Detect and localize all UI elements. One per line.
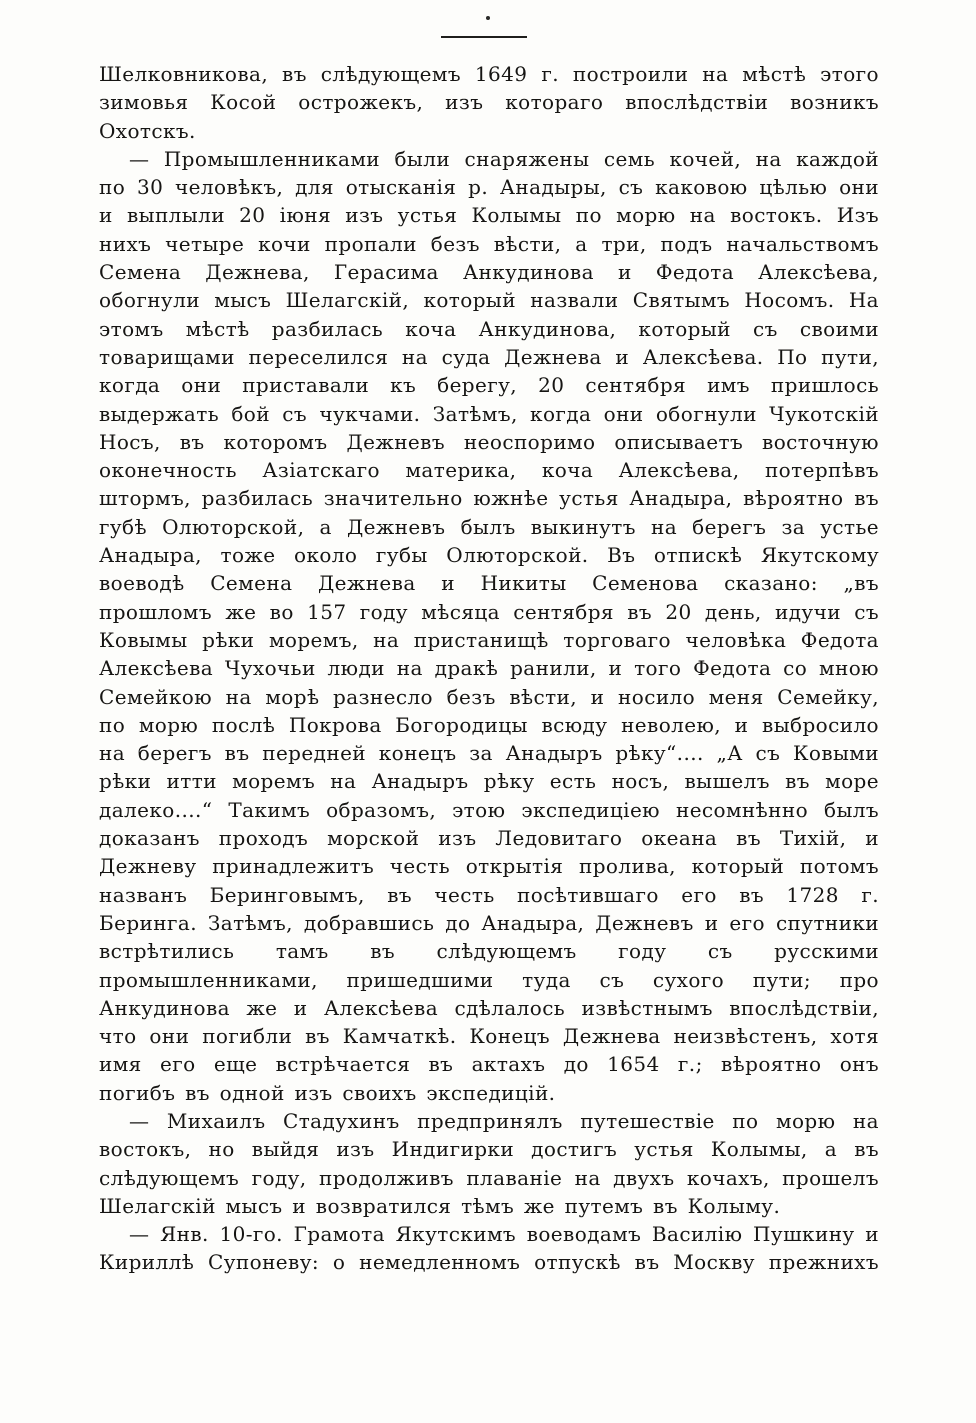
section-break-rule [441,36,527,38]
paragraph-stadukhin-voyage: — Михаилъ Стадухинъ предпринялъ путешествіе по морю на востокъ, но выйдя изъ Индигирки достигъ устья Колымы, а въ слѣдующемъ году, продолживъ плаваніе на двухъ кочахъ, прошелъ Шелагскій мысъ и возвратился тѣмъ же путемъ въ Колыму. [99,1108,879,1218]
page-text-block [99,60,879,1277]
paragraph-gramota-yakutsk: — Янв. 10-го. Грамота Якутскимъ воеводамъ Василію Пушкину и Кириллѣ Супоневу: о немедленномъ отпускѣ въ Москву прежнихъ [99,1222,879,1275]
page-top-dot-ornament [486,16,490,20]
paragraph-okhotsk-founding: Шелковникова, въ слѣдующемъ 1649 г. построили на мѣстѣ этого зимовья Косой острожекъ, изъ котораго впослѣдствіи возникъ Охотскъ. [99,62,879,143]
paragraph-dezhnev-expedition: — Промышленниками были снаряжены семь кочей, на каждой по 30 человѣкъ, для отысканія р. Анадыры, съ каковою цѣлью они и выплыли 20 іюня изъ устья Колымы по морю на востокъ. Изъ нихъ четыре кочи пропали безъ вѣсти, а три, подъ начальствомъ Семена Дежнева, Герасима Анкудинова и Федота Алексѣева, обогнули мысъ Шелагскій, который назвали Святымъ Носомъ. На этомъ мѣстѣ разбилась коча Анкудинова, который съ своими товарищами переселился на суда Дежнева и Алексѣева. По пути, когда они приставали къ берегу, 20 сентября имъ пришлось выдержать бой съ чукчами. Затѣмъ, когда они обогнули Чукотскій Носъ, въ которомъ Дежневъ неоспоримо описываетъ восточную оконечность Азіатскаго материка, коча Алексѣева, потерпѣвъ штормъ, разбилась значительно южнѣе устья Анадыра, вѣроятно въ губѣ Олюторской, а Дежневъ былъ выкинутъ на берегъ за устье Анадыра, тоже около губы Олюторской. Въ отпискѣ Якутскому воеводѣ Семена Дежнева и Никиты Семенова сказано: „въ прошломъ же во 157 году мѣсяца сентября въ 20 день, идучи съ Ковымы рѣки моремъ, на пристанищѣ торговаго человѣка Федота Алексѣева Чухочьи люди на дракѣ ранили, и того Федота со мною Семейкою на морѣ разнесло безъ вѣсти, и носило меня Семейку, по морю послѣ Покрова Богородицы всюду неволею, и выбросило на берегъ въ передней конецъ за Анадыръ рѣку“.... „А съ Ковыми рѣки итти моремъ на Анадыръ рѣку есть носъ, вышелъ въ море далеко....“ Такимъ образомъ, этою экспедиціею несомнѣнно былъ доказанъ проходъ морской изъ Ледовитаго океана въ Тихій, и Дежневу принадлежитъ честь открытія пролива, который потомъ названъ Беринговымъ, въ честь посѣтившаго его въ 1728 г. Беринга. Затѣмъ, добравшись до Анадыра, Дежневъ и его спутники встрѣтились тамъ въ слѣдующемъ году съ русскими промышленниками, пришедшими туда съ сухого пути; про Анкудинова же и Алексѣева сдѣлалось извѣстнымъ впослѣдствіи, что они погибли въ Камчаткѣ. Конецъ Дежнева неизвѣстенъ, хотя имя его еще встрѣчается въ актахъ до 1654 г.; вѣроятно онъ погибъ въ одной изъ своихъ экспедицій. [99,146,879,1105]
